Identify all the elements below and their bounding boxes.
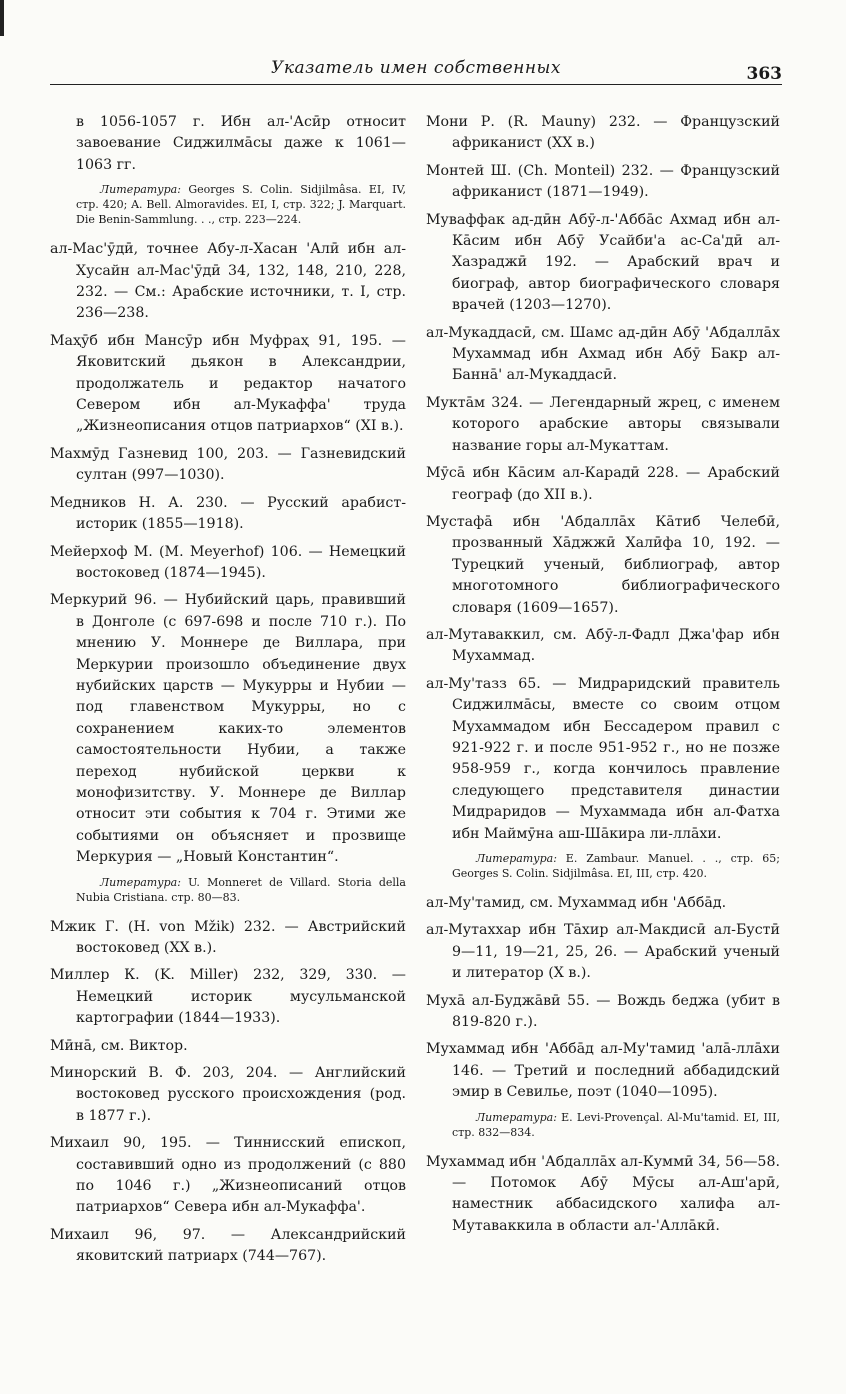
index-entry: ал-Мукаддасӣ, см. Шамс ад-дӣн Абӯ 'Абдаллāх Мухаммад ибн Ахмад ибн Абӯ Бакр ал-Баннā' ал-Мукаддасӣ. — [426, 324, 780, 384]
literature-text: U. Monneret de Villard. Storia della Nubia Cristiana. стр. 80—83. — [76, 875, 406, 904]
index-entry: ал-Мутаваккил, см. Абӯ-л-Фадл Джа'фар ибн Мухаммад. — [426, 626, 780, 665]
index-entry: Мейерхоф М. (M. Meyerhof) 106. — Немецкий востоковед (1874—1945). — [50, 543, 406, 581]
page-header — [50, 56, 782, 85]
literature-text: E. Zambaur. Manuel. . ., стр. 65; Georges S. Colin. Sidjilmâsa. EI, III, стр. 420. — [452, 852, 780, 880]
page-number: 363 — [746, 64, 782, 84]
index-entry: Мустафā ибн 'Абдаллāх Кāтиб Челебӣ, прозванный Хāджжӣ Халӣфа 10, 192. — Турецкий ученый, библиограф, автор многотомного библиографического словаря (1609—1657). — [426, 513, 780, 616]
page-edge-mark — [0, 0, 4, 36]
literature-note — [426, 851, 780, 881]
index-entry: в 1056-1057 г. Ибн ал-'Асӣр относит завоевание Сиджилмāсы даже к 1061—1063 гг. — [76, 114, 406, 173]
index-entry: Мӯсā ибн Кāсим ал-Карадӣ 228. — Арабский географ (до XII в.). — [426, 465, 780, 503]
index-entry: ал-Мас'ӯдӣ, точнее Абу-л-Хасан 'Алӣ ибн ал-Хусайн ал-Мас'ӯдӣ 34, 132, 148, 210, 228, 232. — См.: Арабские источники, т. I, стр. 236—238. — [50, 241, 406, 322]
literature-label: Литература: — [476, 852, 557, 865]
index-entry: Михаил 90, 195. — Тиннисский епископ, составивший одно из продолжений (с 880 по 1046 г.) „Жизнеописаний отцов патриархов“ Севера ибн ал-Мукаффа'. — [50, 1135, 406, 1216]
index-entry: Мжик Г. (H. von Mžik) 232. — Австрийский востоковед (XX в.). — [50, 918, 406, 956]
literature-text: E. Levi-Provençal. Al-Mu'tamid. EI, III, стр. 832—834. — [452, 1110, 780, 1139]
index-entry: Муваффак ад-дӣн Абӯ-л-'Аббāс Ахмад ибн ал-Кāсим ибн Абӯ Усайби'а ас-Са'дӣ ал-Хазраджӣ 192. — Арабский врач и биограф, автор биографического словаря врачей (1203—1270). — [426, 211, 780, 314]
index-entry: Мони Р. (R. Mauny) 232. — Французский африканист (XX в.) — [426, 114, 780, 152]
literature-note — [426, 1110, 780, 1140]
literature-note — [50, 182, 406, 227]
index-entry: Махмӯд Газневид 100, 203. — Газневидский султан (997—1030). — [50, 445, 406, 484]
right-column — [426, 112, 780, 1243]
index-entry: Мухаммад ибн 'Абдаллāх ал-Куммӣ 34, 56—58. — Потомок Абӯ Мӯсы ал-Аш'арӣ, наместник аббасидского халифа ал-Мутаваккила в области ал-'Аллāкӣ. — [426, 1153, 780, 1234]
literature-label: Литература: — [100, 183, 181, 197]
index-entry: Минорский В. Ф. 203, 204. — Английский востоковед русского происхождения (род. в 1877 г.). — [50, 1065, 406, 1124]
index-entry: Муктāм 324. — Легендарный жрец, с именем которого арабские авторы связывали название горы ал-Мукаттам. — [426, 394, 780, 454]
index-entry: Маҳӯб ибн Мансӯр ибн Муфраҳ 91, 195. — Яковитский дьякон в Александрии, продолжатель и редактор начатого Севером ибн ал-Мукаффа' труда „Жизнеописания отцов патриархов“ (XI в.). — [50, 332, 406, 435]
left-column — [50, 112, 406, 1274]
index-entry: ал-Му'тамид, см. Мухаммад ибн 'Аббāд. — [426, 895, 727, 911]
index-entry: Медников Н. А. 230. — Русский арабист-историк (1855—1918). — [50, 494, 406, 533]
index-entry: Мӣнā, см. Виктор. — [50, 1037, 188, 1054]
literature-label: Литература: — [100, 875, 181, 889]
index-entry: Монтей Ш. (Ch. Monteil) 232. — Французский африканист (1871—1949). — [426, 162, 780, 201]
running-head: Указатель имен собственных — [271, 58, 561, 78]
index-entry: ал-Мутаххар ибн Тāхир ал-Макдисӣ ал-Бустӣ 9—11, 19—21, 25, 26. — Арабский ученый и литератор (X в.). — [426, 922, 780, 982]
index-entry: Мухаммад ибн 'Аббāд ал-Му'тамид 'алā-ллāхи 146. — Третий и последний аббадидский эмир в Севилье, поэт (1040—1095). — [426, 1041, 780, 1101]
index-entry: Мухā ал-Буджāвӣ 55. — Вождь беджа (убит в 819-820 г.). — [426, 992, 780, 1031]
index-entry: Михаил 96, 97. — Александрийский яковитский патриарх (744—767). — [50, 1226, 406, 1265]
index-entry: Меркурий 96. — Нубийский царь, правивший в Донголе (с 697-698 и после 710 г.). По мнению У. Моннере де Виллара, при Меркурии произошло объединение двух нубийских царств — Мукурры и Нубии — под главенством Мукурры, но с сохранением каких-то элементов самостоятельности Нубии, а также переход нубийской церкви к монофизитству. У. Моннере де Виллар относит эти события к 704 г. Этими же событиями он объясняет и прозвище Меркурия — „Новый Константин“. — [50, 592, 406, 866]
literature-note — [50, 875, 406, 905]
literature-text: Georges S. Colin. Sidjilmâsa. EI, IV, стр. 420; A. Bell. Almoravides. EI, I, стр. 322; J. Marquart. Die Benin-Sammlung. . ., стр. 223—224. — [76, 183, 406, 227]
literature-label: Литература: — [476, 1110, 557, 1124]
index-entry: Миллер К. (K. Miller) 232, 329, 330. — Немецкий историк мусульманской картографии (1844—1933). — [50, 967, 406, 1027]
index-entry: ал-Му'тазз 65. — Мидраридский правитель Сиджилмāсы, вместе со своим отцом Мухаммадом ибн Бессадером правил с 921-922 г. и после 951-952 г., но не позже 958-959 г., когда кончилось правление следующего представителя династии Мидраридов — Мухаммада ибн ал-Фатха ибн Маймӯна аш-Шāкира ли-ллāхи. — [426, 675, 780, 842]
